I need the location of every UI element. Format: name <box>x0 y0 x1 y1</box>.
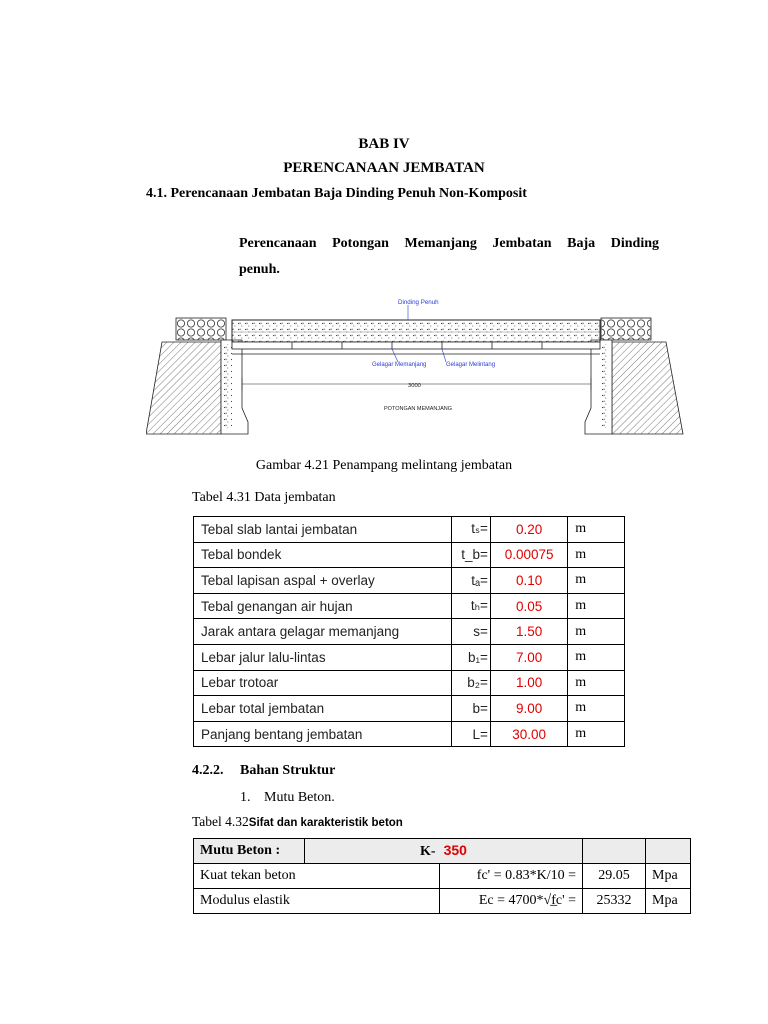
k-prefix: K- <box>420 844 436 859</box>
label-section: POTONGAN MEMANJANG <box>384 406 453 412</box>
table-row <box>194 593 625 619</box>
table-row <box>194 517 625 543</box>
intro-paragraph-line-2: penuh. <box>239 262 280 277</box>
row-symbol: b₂= <box>451 670 490 696</box>
row-value: 25332 <box>583 889 646 914</box>
row-value: 7.00 <box>490 644 567 670</box>
table-row <box>194 889 691 914</box>
table-row <box>194 568 625 594</box>
row-unit: m <box>568 593 625 619</box>
row-desc: Lebar trotoar <box>194 670 452 696</box>
label-gelagar-melintang: Gelagar Melintang <box>446 362 496 368</box>
table-2-caption-head: Tabel 4.32 <box>192 814 249 829</box>
intro-paragraph-line-1: Perencanaan Potongan Memanjang Jembatan Baja Dinding <box>239 236 659 251</box>
row-desc: Tebal slab lantai jembatan <box>194 517 452 543</box>
subsection-heading <box>192 763 335 779</box>
row-desc: Tebal lapisan aspal + overlay <box>194 568 452 594</box>
list-item <box>240 790 335 806</box>
table-row <box>194 644 625 670</box>
row-unit: m <box>568 670 625 696</box>
row-unit: m <box>568 696 625 722</box>
row-unit: m <box>568 568 625 594</box>
row-unit: m <box>568 517 625 543</box>
k-grade-cell <box>305 839 583 864</box>
table-row <box>194 542 625 568</box>
row-desc: Tebal genangan air hujan <box>194 593 452 619</box>
row-desc: Kuat tekan beton <box>194 864 440 889</box>
list-item-text: Mutu Beton. <box>264 790 335 805</box>
subsection-title: Bahan Struktur <box>240 763 336 778</box>
row-formula: fc' = 0.83*K/10 = <box>440 864 583 889</box>
chapter-heading: BAB IV <box>358 136 410 152</box>
bridge-section-figure <box>146 292 686 438</box>
row-unit: m <box>568 721 625 747</box>
row-value: 29.05 <box>583 864 646 889</box>
table-1-caption: Tabel 4.31 Data jembatan <box>192 490 336 505</box>
table-row <box>194 670 625 696</box>
row-formula: Ec = 4700*√f̲c' = <box>440 889 583 914</box>
table-row <box>194 619 625 645</box>
row-desc: Modulus elastik <box>194 889 440 914</box>
bridge-data-table <box>193 516 625 747</box>
row-unit: m <box>568 542 625 568</box>
mutu-beton-label: Mutu Beton : <box>194 839 305 864</box>
chapter-title: PERENCANAAN JEMBATAN <box>283 160 485 176</box>
row-value: 30.00 <box>490 721 567 747</box>
row-value: 0.00075 <box>490 542 567 568</box>
row-desc: Panjang bentang jembatan <box>194 721 452 747</box>
row-symbol: b₁= <box>451 644 490 670</box>
subsection-number: 4.2.2. <box>192 763 224 778</box>
row-value: 0.10 <box>490 568 567 594</box>
table-row <box>194 839 691 864</box>
row-value: 0.05 <box>490 593 567 619</box>
label-dimension: 3000 <box>408 383 421 389</box>
concrete-properties-table <box>193 838 691 914</box>
row-symbol: tₕ= <box>451 593 490 619</box>
row-symbol: b= <box>451 696 490 722</box>
row-value: 1.50 <box>490 619 567 645</box>
row-symbol: tₐ= <box>451 568 490 594</box>
row-desc: Lebar jalur lalu-lintas <box>194 644 452 670</box>
label-dinding-penuh: Dinding Penuh <box>398 299 439 306</box>
row-value: 1.00 <box>490 670 567 696</box>
row-desc: Jarak antara gelagar memanjang <box>194 619 452 645</box>
row-value: 9.00 <box>490 696 567 722</box>
row-desc: Tebal bondek <box>194 542 452 568</box>
table-row <box>194 864 691 889</box>
row-unit: m <box>568 619 625 645</box>
row-unit: Mpa <box>646 864 691 889</box>
table-2-caption <box>192 814 403 830</box>
list-item-number: 1. <box>240 790 251 805</box>
row-unit: Mpa <box>646 889 691 914</box>
figure-caption: Gambar 4.21 Penampang melintang jembatan <box>255 458 513 473</box>
k-value: 350 <box>443 842 467 858</box>
section-heading: 4.1. Perencanaan Jembatan Baja Dinding Penuh Non-Komposit <box>146 186 527 201</box>
label-gelagar-memanjang: Gelagar Memanjang <box>372 362 427 368</box>
row-desc: Lebar total jembatan <box>194 696 452 722</box>
row-value: 0.20 <box>490 517 567 543</box>
row-symbol: tₛ= <box>451 517 490 543</box>
table-2-caption-tail: Sifat dan karakteristik beton <box>248 817 403 829</box>
table-row <box>194 721 625 747</box>
table-row <box>194 696 625 722</box>
row-unit: m <box>568 644 625 670</box>
row-symbol: s= <box>451 619 490 645</box>
row-symbol: L= <box>451 721 490 747</box>
row-symbol: t_b= <box>451 542 490 568</box>
